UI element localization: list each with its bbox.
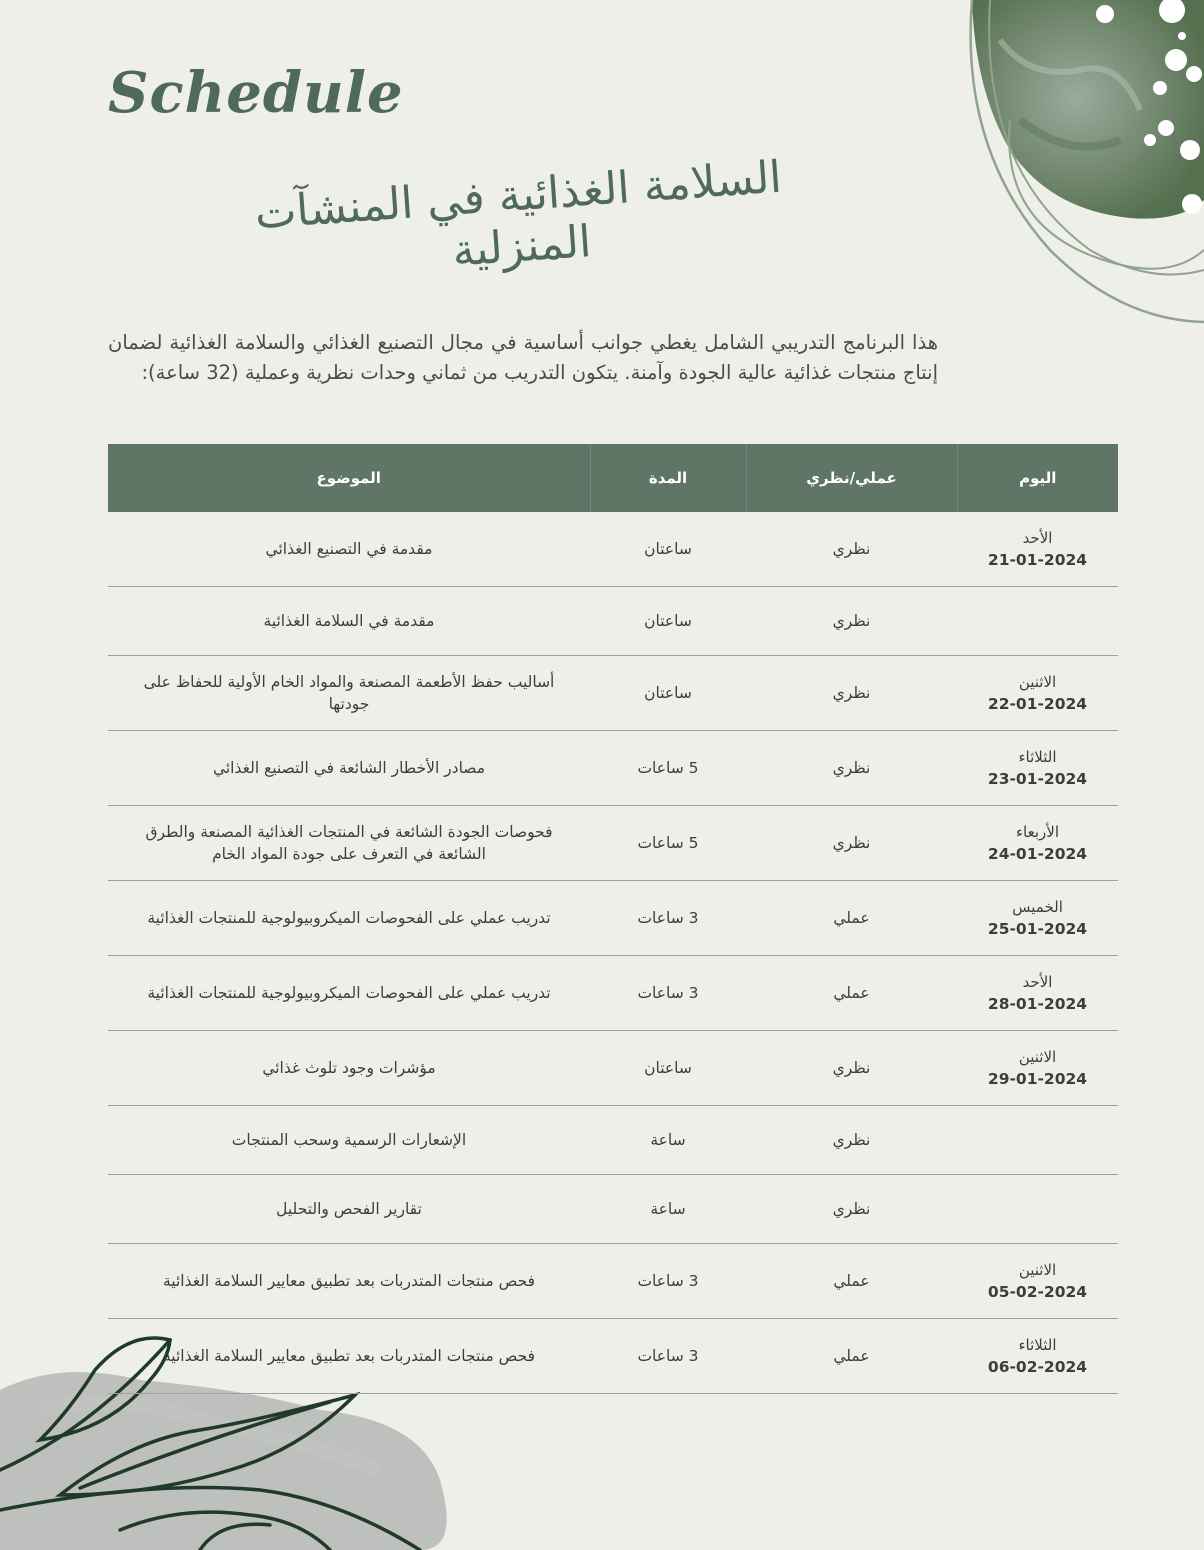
type-cell: نظري [746, 1175, 957, 1244]
topic-text: أساليب حفظ الأطعمة المصنعة والمواد الخام الأولية للحفاظ على جودتها [143, 673, 555, 713]
table-row [108, 956, 1118, 1031]
day-date: 24-01-2024 [987, 845, 1088, 863]
type-cell: نظري [746, 587, 957, 656]
table-row [108, 1244, 1118, 1319]
topic-cell [108, 587, 590, 656]
type-cell: نظري [746, 512, 957, 587]
day-cell [957, 1175, 1118, 1244]
type-cell: عملي [746, 1319, 957, 1394]
header-duration: المدة [590, 444, 746, 512]
day-date: 21-01-2024 [987, 551, 1088, 569]
duration-cell: ساعتان [590, 512, 746, 587]
topic-cell [108, 806, 590, 881]
intro-paragraph: هذا البرنامج التدريبي الشامل يغطي جوانب أساسية في مجال التصنيع الغذائي والسلامة الغذائية لضمان إنتاج منتجات غذائية عالية الجودة وآمنة. يتكون التدريب من ثماني وحدات نظرية وعملية (32 ساعة): [108, 331, 938, 384]
topic-cell [108, 956, 590, 1031]
topic-text: الإشعارات الرسمية وسحب المنتجات [231, 1131, 467, 1149]
table-row [108, 806, 1118, 881]
type-cell: عملي [746, 1244, 957, 1319]
day-date: 06-02-2024 [987, 1358, 1088, 1376]
topic-text: مقدمة في السلامة الغذائية [263, 612, 435, 630]
topic-cell [108, 1319, 590, 1394]
day-cell [957, 1244, 1118, 1319]
day-name: الأحد [1022, 529, 1053, 547]
duration-cell: 3 ساعات [590, 956, 746, 1031]
topic-text: تقارير الفحص والتحليل [276, 1200, 422, 1218]
duration-cell: 3 ساعات [590, 881, 746, 956]
topic-text: مؤشرات وجود تلوث غذائي [262, 1059, 436, 1077]
day-cell [957, 1106, 1118, 1175]
day-cell [957, 1319, 1118, 1394]
table-header-row [108, 444, 1118, 512]
day-name: الاثنين [1018, 673, 1057, 691]
duration-cell: ساعتان [590, 587, 746, 656]
duration-cell: 3 ساعات [590, 1319, 746, 1394]
type-cell: نظري [746, 731, 957, 806]
day-date: 22-01-2024 [987, 695, 1088, 713]
table-row [108, 587, 1118, 656]
duration-cell: ساعتان [590, 656, 746, 731]
duration-cell: 5 ساعات [590, 731, 746, 806]
day-cell [957, 806, 1118, 881]
page-title: السلامة الغذائية في المنشآت المنزلية [253, 151, 784, 277]
type-cell: عملي [746, 881, 957, 956]
header-topic: الموضوع [108, 444, 590, 512]
table-row [108, 1031, 1118, 1106]
day-cell [957, 512, 1118, 587]
table-row [108, 656, 1118, 731]
topic-cell [108, 1106, 590, 1175]
topic-text: فحص منتجات المتدربات بعد تطبيق معايير السلامة الغذائية [162, 1272, 536, 1290]
day-cell [957, 656, 1118, 731]
day-date: 28-01-2024 [987, 995, 1088, 1013]
type-cell: عملي [746, 956, 957, 1031]
topic-cell [108, 881, 590, 956]
topic-cell [108, 1244, 590, 1319]
topic-cell [108, 1031, 590, 1106]
day-cell [957, 731, 1118, 806]
duration-cell: ساعة [590, 1175, 746, 1244]
day-name: الاثنين [1018, 1261, 1057, 1279]
day-name: الخميس [1012, 898, 1063, 916]
duration-cell: 5 ساعات [590, 806, 746, 881]
table-row [108, 731, 1118, 806]
day-cell [957, 1031, 1118, 1106]
topic-cell [108, 656, 590, 731]
topic-cell [108, 731, 590, 806]
header-type: عملي/نظري [746, 444, 957, 512]
day-cell [957, 881, 1118, 956]
topic-text: تدريب عملي على الفحوصات الميكروبيولوجية للمنتجات الغذائية [147, 984, 551, 1002]
day-name: الثلاثاء [1018, 748, 1057, 766]
schedule-table [108, 444, 1118, 1394]
type-cell: نظري [746, 656, 957, 731]
topic-text: فحص منتجات المتدربات بعد تطبيق معايير السلامة الغذائية [162, 1347, 536, 1365]
table-row [108, 512, 1118, 587]
type-cell: نظري [746, 1106, 957, 1175]
day-date: 29-01-2024 [987, 1070, 1088, 1088]
topic-text: تدريب عملي على الفحوصات الميكروبيولوجية للمنتجات الغذائية [147, 909, 551, 927]
day-name: الأحد [1022, 973, 1053, 991]
topic-text: فحوصات الجودة الشائعة في المنتجات الغذائية المصنعة والطرق الشائعة في التعرف على جودة المواد الخام [145, 823, 553, 863]
topic-text: مقدمة في التصنيع الغذائي [265, 540, 433, 558]
day-cell [957, 587, 1118, 656]
table-row [108, 881, 1118, 956]
day-name: الثلاثاء [1018, 1336, 1057, 1354]
table-row [108, 1319, 1118, 1394]
table-row [108, 1175, 1118, 1244]
header-day: اليوم [957, 444, 1118, 512]
duration-cell: ساعتان [590, 1031, 746, 1106]
decorative-circle-art [940, 0, 1204, 340]
day-date: 23-01-2024 [987, 770, 1088, 788]
duration-cell: 3 ساعات [590, 1244, 746, 1319]
duration-cell: ساعة [590, 1106, 746, 1175]
page-script-title: Schedule [108, 60, 404, 126]
topic-cell [108, 1175, 590, 1244]
day-date: 05-02-2024 [987, 1283, 1088, 1301]
day-name: الأربعاء [1015, 823, 1059, 841]
day-cell [957, 956, 1118, 1031]
day-date: 25-01-2024 [987, 920, 1088, 938]
table-row [108, 1106, 1118, 1175]
type-cell: نظري [746, 806, 957, 881]
topic-text: مصادر الأخطار الشائعة في التصنيع الغذائي [212, 759, 486, 777]
day-name: الاثنين [1018, 1048, 1057, 1066]
topic-cell [108, 512, 590, 587]
type-cell: نظري [746, 1031, 957, 1106]
